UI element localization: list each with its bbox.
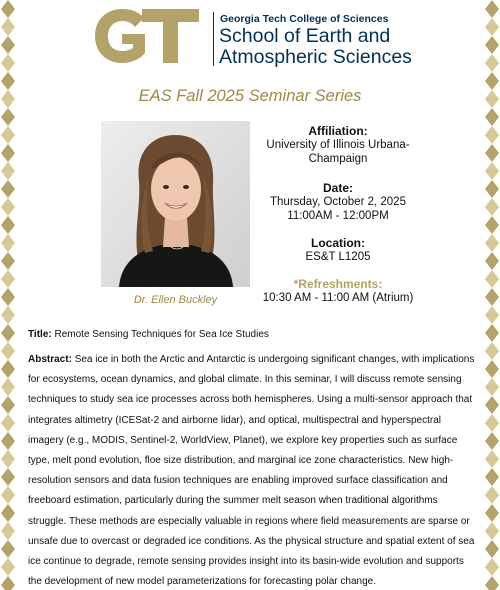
border-diamond xyxy=(485,108,499,126)
border-diamond xyxy=(1,234,15,252)
border-diamond xyxy=(1,360,15,378)
border-diamond xyxy=(1,288,15,306)
border-diamond xyxy=(1,216,15,234)
border-diamond xyxy=(485,0,499,18)
border-diamond xyxy=(485,126,499,144)
border-diamond xyxy=(1,414,15,432)
header xyxy=(92,6,422,68)
date-block xyxy=(253,181,423,223)
border-diamond xyxy=(485,504,499,522)
refreshments-block xyxy=(243,277,433,305)
border-diamond xyxy=(1,522,15,540)
border-diamond xyxy=(485,306,499,324)
border-diamond xyxy=(1,432,15,450)
seminar-series-title: EAS Fall 2025 Seminar Series xyxy=(138,87,362,105)
affiliation-line1: University of Illinois Urbana- xyxy=(266,139,410,151)
border-diamond xyxy=(485,414,499,432)
abstract-label: Abstract: xyxy=(28,354,72,365)
talk-title xyxy=(28,328,475,341)
location-label: Location: xyxy=(311,236,365,250)
border-diamond xyxy=(1,558,15,576)
time-value: 11:00AM - 12:00PM xyxy=(287,210,389,222)
college-name: Georgia Tech College of Sciences xyxy=(220,13,389,25)
border-diamond xyxy=(1,468,15,486)
date-label: Date: xyxy=(322,181,353,195)
border-diamond xyxy=(485,576,499,590)
border-diamond xyxy=(485,432,499,450)
border-diamond xyxy=(1,252,15,270)
border-diamond xyxy=(1,396,15,414)
border-diamond xyxy=(485,558,499,576)
school-name-line2: Atmospheric Sciences xyxy=(219,46,412,68)
border-diamond xyxy=(485,18,499,36)
affiliation-block xyxy=(253,124,423,166)
border-diamond xyxy=(485,360,499,378)
talk-title-label: Title: xyxy=(28,329,52,340)
border-diamond xyxy=(485,378,499,396)
border-diamond xyxy=(1,270,15,288)
border-diamond xyxy=(1,36,15,54)
border-diamond xyxy=(485,522,499,540)
border-diamond xyxy=(1,540,15,558)
border-diamond xyxy=(1,486,15,504)
talk-title-value: Remote Sensing Techniques for Sea Ice Studies xyxy=(54,329,269,340)
border-diamond xyxy=(1,198,15,216)
location-value: ES&T L1205 xyxy=(305,251,371,263)
border-diamond xyxy=(485,54,499,72)
border-diamond xyxy=(485,144,499,162)
abstract-text: Sea ice in both the Arctic and Antarctic is undergoing significant changes, with implications for ecosystems, ocean dynamics, and global climate. In this seminar, I will discuss remote sensing techniques to study sea ice processes across both hemispheres. Using a multi-sensor approach that integrates altimetry (ICESat-2 and airborne lidar), and optical, multispectral and hyperspectral imagery (e.g., MODIS, Sentinel-2, WorldView, Planet), we explore key properties such as surface type, melt pond evolution, floe size distribution, and marginal ice zone characteristics. New high-resolution sensors and data fusion techniques are enabling improved surface classification and freeboard estimation, particularly during the summer melt season when traditional algorithms struggle. These methods are especially valuable in regions where field measurements are sparse or unsafe due to overcast or degraded ice conditions. As the physical structure and spatial extent of sea ice continue to degrade, remote sensing provides insight into its basin-wide evolution and supports the development of new model parameterizations for forecasting polar change. xyxy=(28,354,475,588)
border-diamond xyxy=(485,342,499,360)
border-diamond xyxy=(1,18,15,36)
border-diamond xyxy=(1,378,15,396)
border-diamond xyxy=(1,450,15,468)
border-diamond xyxy=(1,342,15,360)
border-diamond xyxy=(1,162,15,180)
border-diamond xyxy=(1,504,15,522)
border-diamond xyxy=(1,126,15,144)
speaker-photo xyxy=(101,121,250,287)
border-diamond xyxy=(485,288,499,306)
speaker-name: Dr. Ellen Buckley xyxy=(133,294,218,306)
border-diamond xyxy=(485,180,499,198)
border-diamond xyxy=(1,0,15,18)
border-diamond xyxy=(1,108,15,126)
refreshments-label: *Refreshments: xyxy=(293,277,383,291)
border-diamond xyxy=(485,540,499,558)
border-diamond xyxy=(485,270,499,288)
affiliation-label: Affiliation: xyxy=(308,124,368,138)
border-diamond xyxy=(485,216,499,234)
border-diamond xyxy=(485,234,499,252)
date-value: Thursday, October 2, 2025 xyxy=(270,196,406,208)
refreshments-value: 10:30 AM - 11:00 AM (Atrium) xyxy=(262,292,414,304)
gt-logo xyxy=(92,6,202,66)
border-diamond xyxy=(485,486,499,504)
border-diamond xyxy=(485,198,499,216)
location-block xyxy=(253,236,423,264)
border-diamond xyxy=(485,450,499,468)
border-diamond xyxy=(485,36,499,54)
border-diamond xyxy=(1,144,15,162)
border-diamond xyxy=(1,306,15,324)
abstract xyxy=(28,350,475,590)
affiliation-line2: Champaign xyxy=(308,153,368,165)
border-diamond xyxy=(1,54,15,72)
border-diamond xyxy=(1,576,15,590)
border-diamond xyxy=(485,468,499,486)
border-diamond xyxy=(485,396,499,414)
header-divider xyxy=(213,12,214,66)
border-diamond xyxy=(1,324,15,342)
school-name-line1: School of Earth and xyxy=(219,25,391,47)
border-diamond xyxy=(1,180,15,198)
border-diamond xyxy=(485,252,499,270)
border-diamond xyxy=(485,324,499,342)
school-name xyxy=(219,26,412,68)
border-diamond xyxy=(485,162,499,180)
